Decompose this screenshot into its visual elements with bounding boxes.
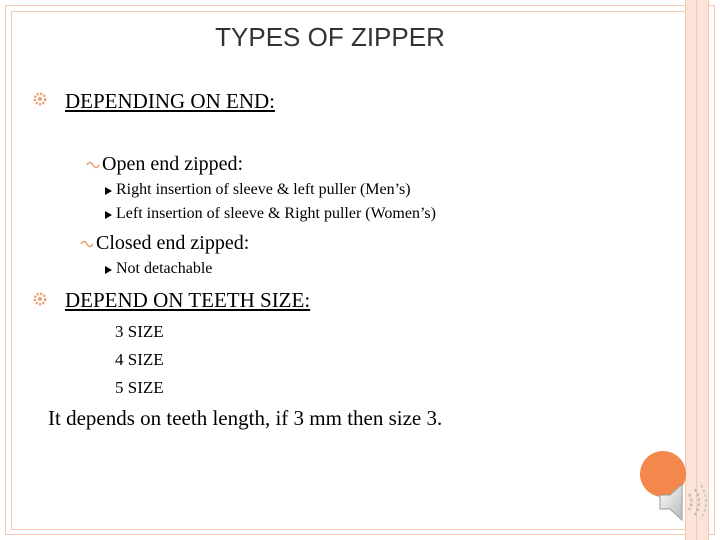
list-item: Left insertion of sleeve & Right puller (Women’s) — [116, 205, 436, 222]
triangle-arrow-icon — [105, 187, 112, 195]
list-item: Not detachable — [116, 260, 213, 277]
subsection-label-closed-end: Closed end zipped: — [96, 232, 250, 254]
triangle-arrow-icon — [105, 211, 112, 219]
size-line: 5 SIZE — [115, 378, 164, 397]
wave-icon — [80, 238, 96, 248]
size-line: 3 SIZE — [115, 322, 164, 341]
section-heading-teeth: DEPEND ON TEETH SIZE: — [65, 288, 311, 312]
decorative-side-line — [696, 0, 697, 540]
wave-icon — [86, 159, 102, 169]
triangle-arrow-icon — [105, 266, 112, 274]
gear-icon — [33, 292, 47, 306]
speaker-icon[interactable] — [656, 480, 712, 524]
subsection-label-open-end: Open end zipped: — [102, 153, 244, 175]
gear-icon — [33, 92, 47, 106]
note-text: It depends on teeth length, if 3 mm then size 3. — [48, 406, 443, 430]
list-item: Right insertion of sleeve & left puller (Men’s) — [116, 181, 411, 198]
size-line: 4 SIZE — [115, 350, 164, 369]
decorative-side-bar — [685, 0, 709, 540]
section-heading-end: DEPENDING ON END: — [65, 89, 275, 113]
slide-title: TYPES OF ZIPPER — [215, 22, 445, 52]
